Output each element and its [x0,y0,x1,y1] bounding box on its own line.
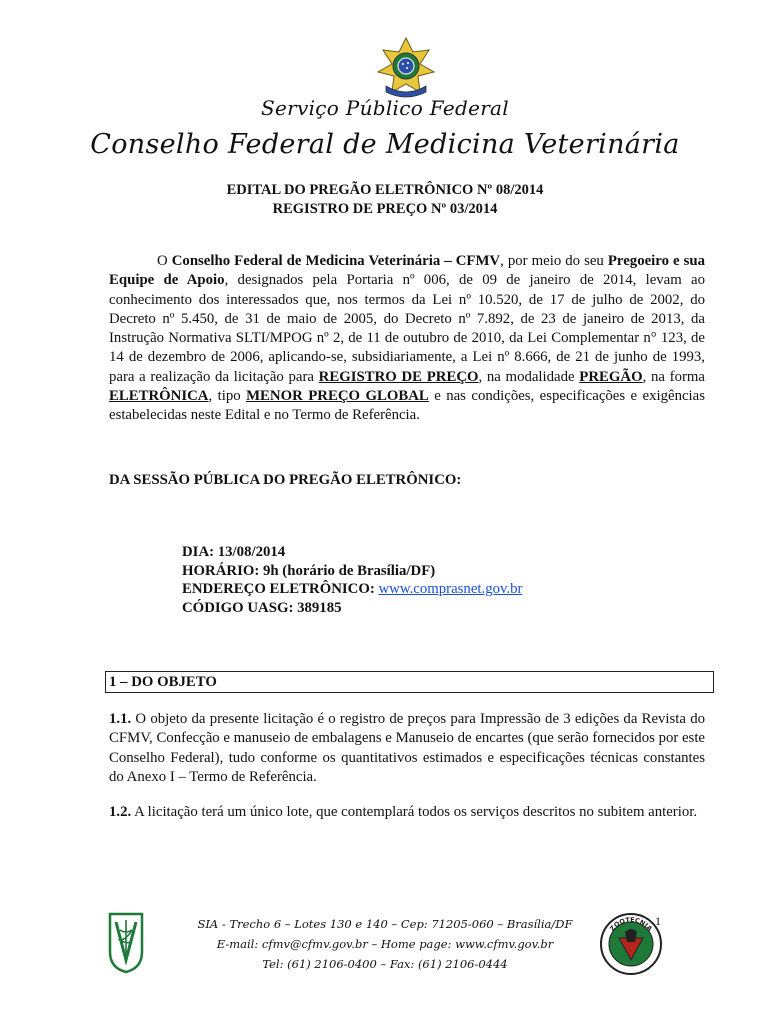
session-address-label: ENDEREÇO ELETRÔNICO: [182,581,379,597]
footer-address: SIA - Trecho 6 – Lotes 130 e 140 – Cep: 71205-060 – Brasília/DF [197,917,573,931]
session-address [182,580,522,599]
session-details [182,543,522,617]
zootecnia-logo-text: ZOOTECNIA [608,915,654,933]
paragraph-1-2 [109,803,705,822]
intro-text: , tipo [208,388,247,405]
session-day: DIA: 13/08/2014 [182,544,286,560]
intro-text: , por meio do seu [500,253,608,269]
section-1-heading: 1 – DO OBJETO [105,671,714,693]
paragraph-1-2-number: 1.2. [109,804,132,820]
intro-paragraph [109,252,705,426]
intro-text: e nas condições, especificações e exigências estabelecidas neste Edital e no Termo de Referência. [109,388,705,424]
title-line-1: EDITAL DO PREGÃO ELETRÔNICO Nº 08/2014 [226,182,544,198]
session-time: HORÁRIO: 9h (horário de Brasília/DF) [182,562,436,579]
document-title [0,181,770,219]
session-uasg: CÓDIGO UASG: 389185 [182,599,342,616]
paragraph-1-1 [109,710,705,787]
intro-text: , designados pela Portaria nº 006, de 09 de janeiro de 2014, levam ao conhecimento dos interessados que, nos termos da Lei nº 10.520, de 17 de julho de 2002, do Decreto nº 5.450, de 31 de maio de 2005, do Decreto nº 7.892, de 23 de janeiro de 2013, da Instrução Normativa SLTI/MPOG nº 2, de 11 de outubro de 2010, da Lei Complementar n° 123, de 14 de dezembro de 2006, aplicando-se, subsidiariamente, a Lei nº 8.666, de 21 de junho de 1993, para a realização da licitação para [109,272,705,385]
intro-bold-cfmv: Conselho Federal de Medicina Veterinária – CFMV [171,253,501,269]
service-heading: Serviço Público Federal [261,96,509,120]
paragraph-1-1-number: 1.1. [109,711,132,727]
zootecnia-logo-icon [599,912,663,976]
coat-of-arms-emblem [376,36,436,102]
footer-phone: Tel: (61) 2106-0400 – Fax: (61) 2106-0444 [262,957,508,971]
intro-text: , na modalidade [478,368,580,385]
intro-underline-eletronica: ELETRÔNICA [109,388,209,405]
title-line-2: REGISTRO DE PREÇO Nº 03/2014 [272,201,498,217]
page-number: 1 [655,914,661,928]
session-heading: DA SESSÃO PÚBLICA DO PREGÃO ELETRÔNICO: [109,472,462,488]
paragraph-1-1-text: O objeto da presente licitação é o registro de preços para Impressão de 3 edições da Revista do CFMV, Confecção e manuseio de embalagens e Manuseio de encartes (que serão fornecidos por este Conselho Federal), tudo conforme os quantitativos estimados e especificações técnicas constantes do Anexo I – Termo de Referência. [109,711,705,785]
intro-text: O [157,253,172,269]
comprasnet-link[interactable]: www.comprasnet.gov.br [378,581,523,597]
intro-text: , na forma [642,368,705,385]
footer-contact: E-mail: cfmv@cfmv.gov.br – Home page: www.cfmv.gov.br [216,937,554,951]
intro-underline-registro: REGISTRO DE PREÇO [318,368,479,385]
council-heading: Conselho Federal de Medicina Veterinária [90,129,680,160]
intro-underline-pregao: PREGÃO [579,368,643,385]
intro-underline-menor-preco: MENOR PREÇO GLOBAL [246,388,429,405]
paragraph-1-2-text: A licitação terá um único lote, que contemplará todos os serviços descritos no subitem anterior. [131,804,698,820]
intro-bold-pregoeiro: Pregoeiro e sua Equipe de Apoio [109,253,706,289]
